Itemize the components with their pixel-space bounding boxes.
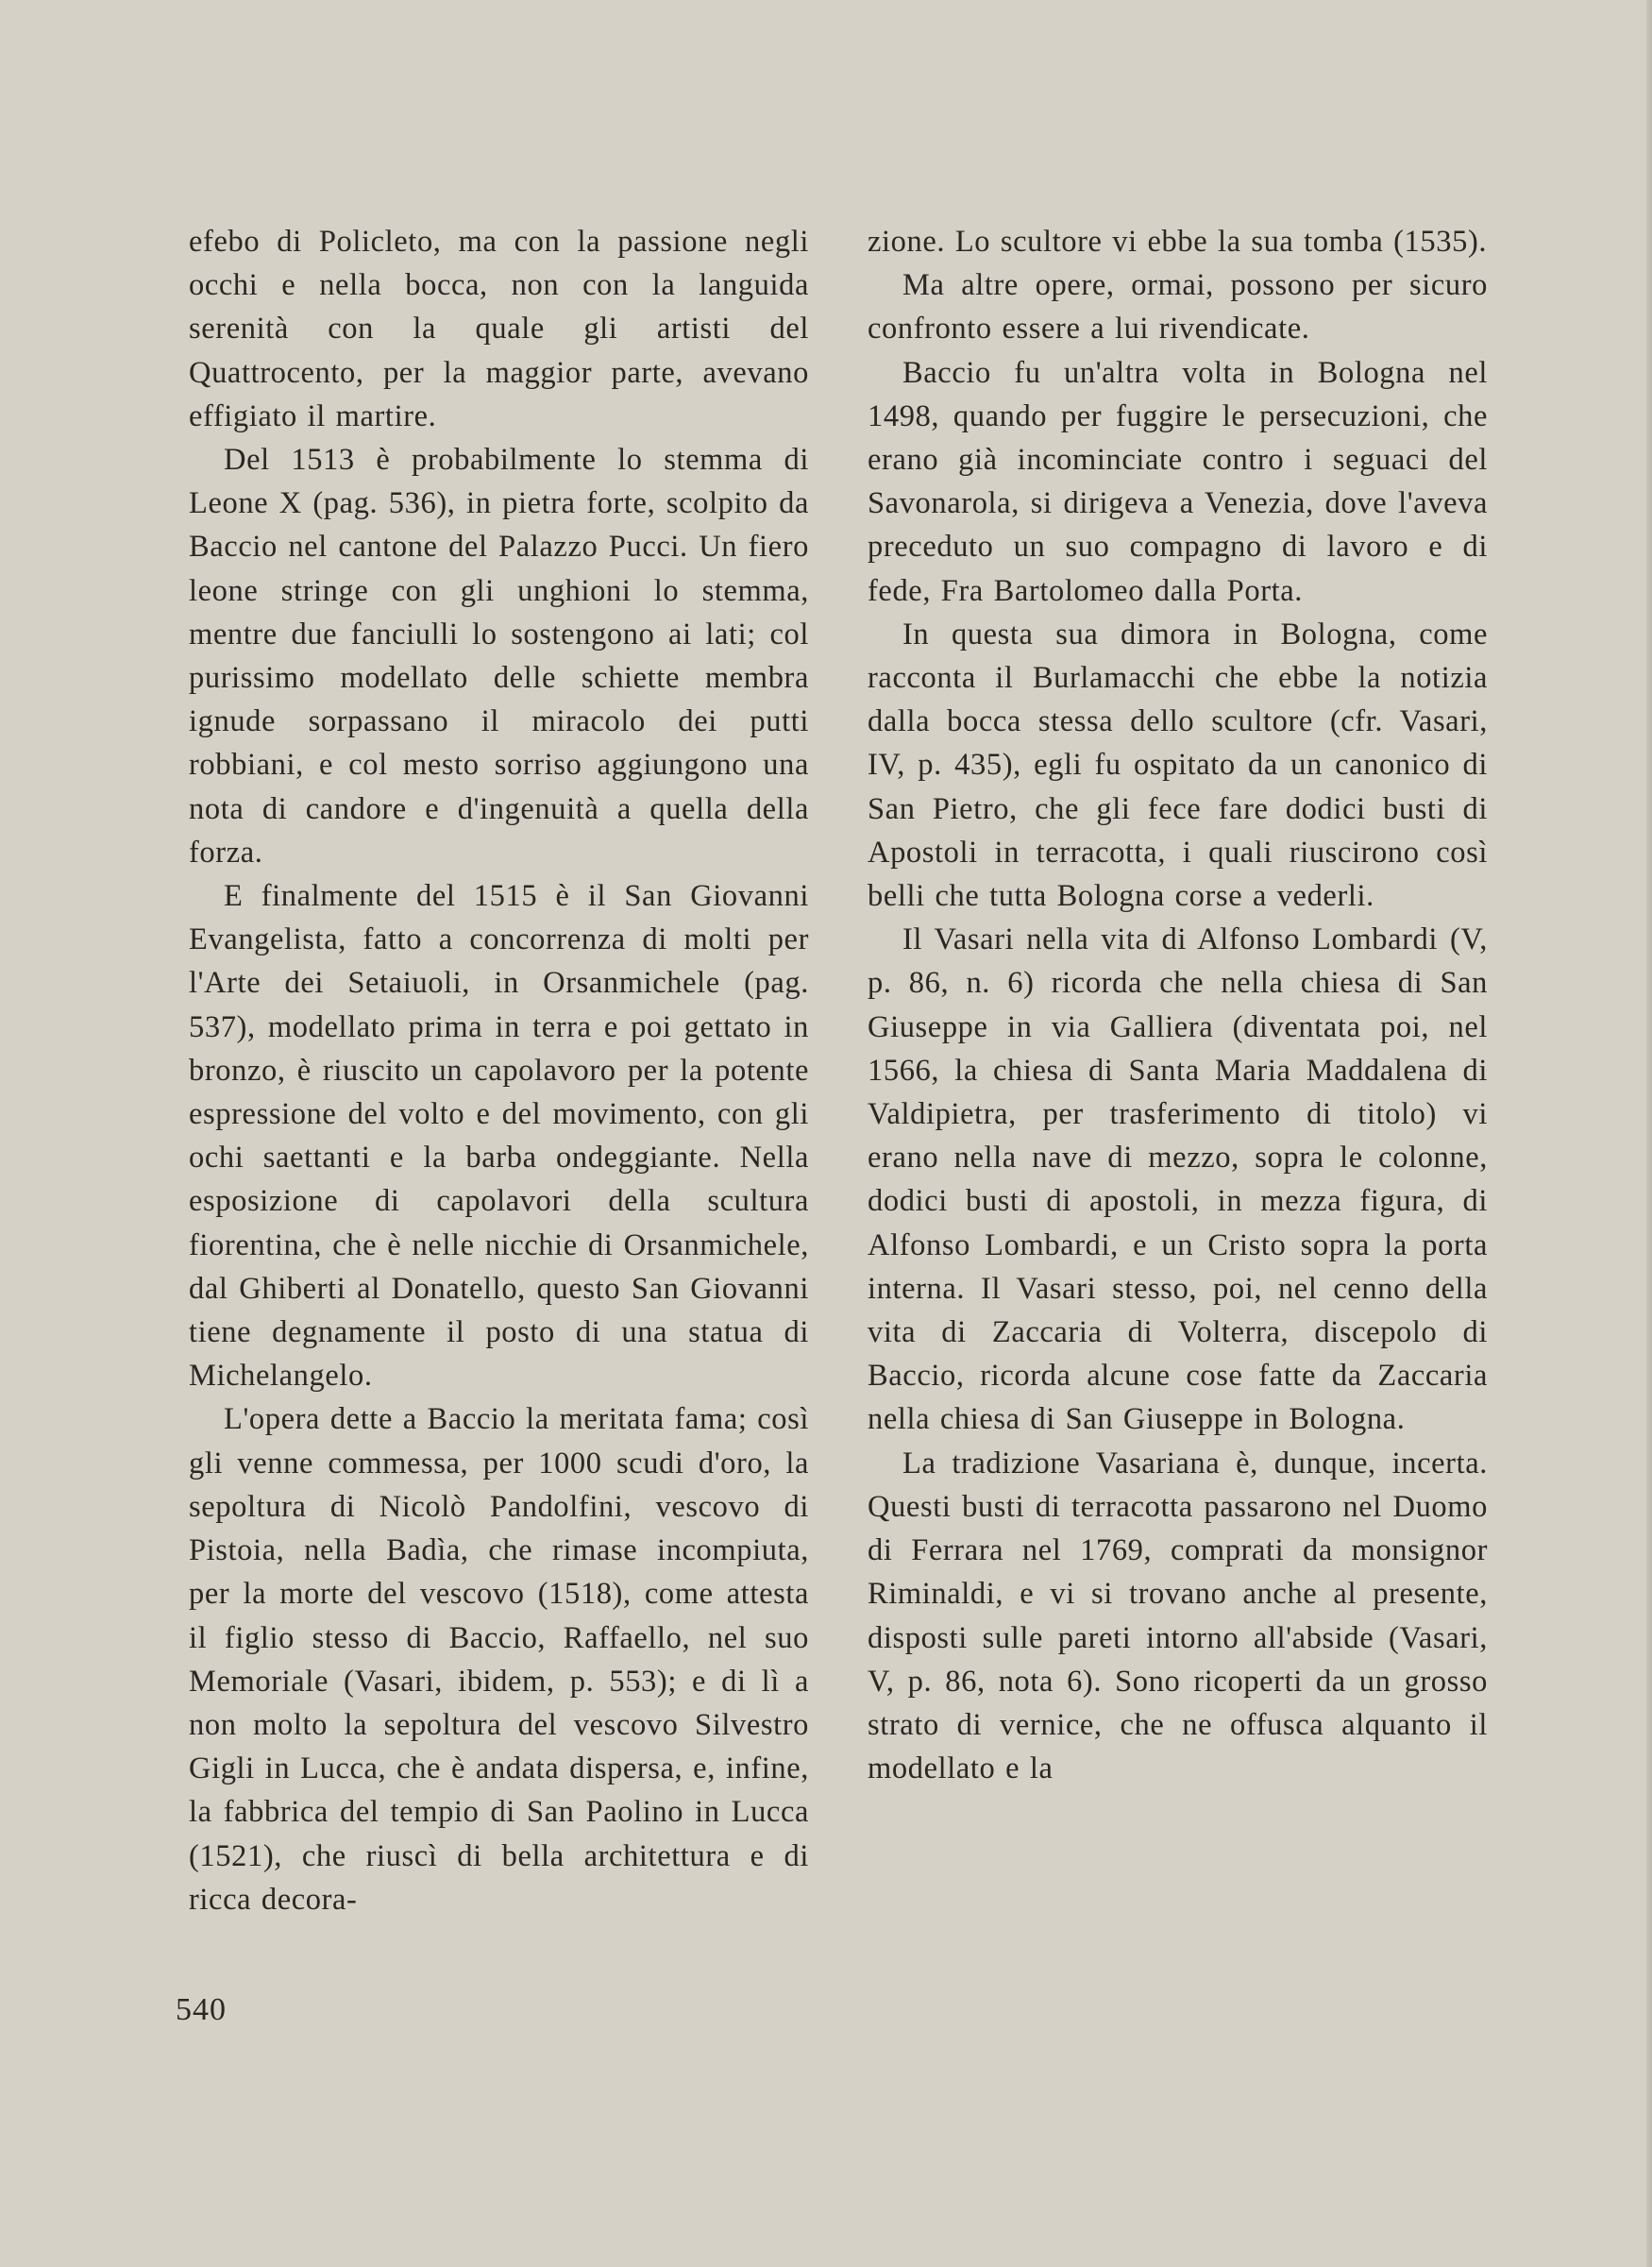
paragraph: La tradizione Vasariana è, dunque, incerta. Questi busti di terracotta passarono nel Duomo di Ferrara nel 1769, comprati da monsignor Riminaldi, e vi si trovano anche al presente, disposti sulle pareti intorno all'abside (Vasari, V, p. 86, nota 6). Sono ricoperti da un grosso strato di vernice, che ne offusca alquanto il modellato e la	[868, 1446, 1488, 1786]
page-edge-shadow	[1646, 0, 1652, 2267]
paragraph: L'opera dette a Baccio la meritata fama; così gli venne commessa, per 1000 scudi d'oro, la sepoltura di Nicolò Pandolfini, vescovo di Pistoia, nella Badìa, che rimase incompiuta, per la morte del vescovo (1518), come attesta il figlio stesso di Baccio, Raffaello, nel suo Memoriale (Vasari, ibidem, p. 553); e di lì a non molto la sepoltura del vescovo Silvestro Gigli in Lucca, che è andata dispersa, e, infine, la fabbrica del tempio di San Paolino in Lucca (1521), che riuscì di bella architettura e di ricca decora-	[189, 1402, 809, 1917]
paragraph: zione. Lo scultore vi ebbe la sua tomba (1535).	[868, 225, 1488, 259]
paragraph: efebo di Policleto, ma con la passione negli occhi e nella bocca, non con la languida serenità con la quale gli artisti del Quattrocento, per la maggior parte, avevano effigiato il martire.	[189, 225, 809, 433]
paragraph: In questa sua dimora in Bologna, come racconta il Burlamacchi che ebbe la notizia dalla bocca stessa dello scultore (cfr. Vasari, IV, p. 435), egli fu ospitato da un canonico di San Pietro, che gli fece fare dodici busti di Apostoli in terracotta, i quali riuscirono così belli che tutta Bologna corse a vederli.	[868, 617, 1488, 914]
paragraph: Baccio fu un'altra volta in Bologna nel 1498, quando per fuggire le persecuzioni, che erano già incominciate contro i seguaci del Savonarola, si dirigeva a Venezia, dove l'aveva preceduto un suo compagno di lavoro e di fede, Fra Bartolomeo dalla Porta.	[868, 355, 1488, 608]
page-number: 540	[176, 1992, 227, 2027]
paragraph: Il Vasari nella vita di Alfonso Lombardi (V, p. 86, n. 6) ricorda che nella chiesa di San Giuseppe in via Galliera (diventata poi, nel 1566, la chiesa di Santa Maria Maddalena di Valdipietra, per trasferimento di titolo) vi erano nella nave di mezzo, sopra le colonne, dodici busti di apostoli, in mezza figura, di Alfonso Lombardi, e un Cristo sopra la porta interna. Il Vasari stesso, poi, nel cenno della vita di Zaccaria di Volterra, discepolo di Baccio, ricorda alcune cose fatte da Zaccaria nella chiesa di San Giuseppe in Bologna.	[868, 922, 1488, 1437]
paragraph: Del 1513 è probabilmente lo stemma di Leone X (pag. 536), in pietra forte, scolpito da Baccio nel cantone del Palazzo Pucci. Un fiero leone stringe con gli unghioni lo stemma, mentre due fanciulli lo sostengono ai lati; col purissimo modellato delle schiette membra ignude sorpassano il miracolo dei putti robbiani, e col mesto sorriso aggiungono una nota di candore e d'ingenuità a quella della forza.	[189, 443, 809, 870]
paragraph: E finalmente del 1515 è il San Giovanni Evangelista, fatto a concorrenza di molti per l'Arte dei Setaiuoli, in Orsanmichele (pag. 537), modellato prima in terra e poi gettato in bronzo, è riuscito un capolavoro per la potente espressione del volto e del movimento, con gli ochi saettanti e la barba ondeggiante. Nella esposizione di capolavori della scultura fiorentina, che è nelle nicchie di Orsanmichele, dal Ghiberti al Donatello, questo San Giovanni tiene degnamente il posto di una statua di Michelangelo.	[189, 879, 809, 1394]
left-text-column	[189, 220, 809, 1921]
right-text-column	[868, 220, 1488, 1790]
paragraph: Ma altre opere, ormai, possono per sicuro confronto essere a lui rivendicate.	[868, 268, 1488, 347]
